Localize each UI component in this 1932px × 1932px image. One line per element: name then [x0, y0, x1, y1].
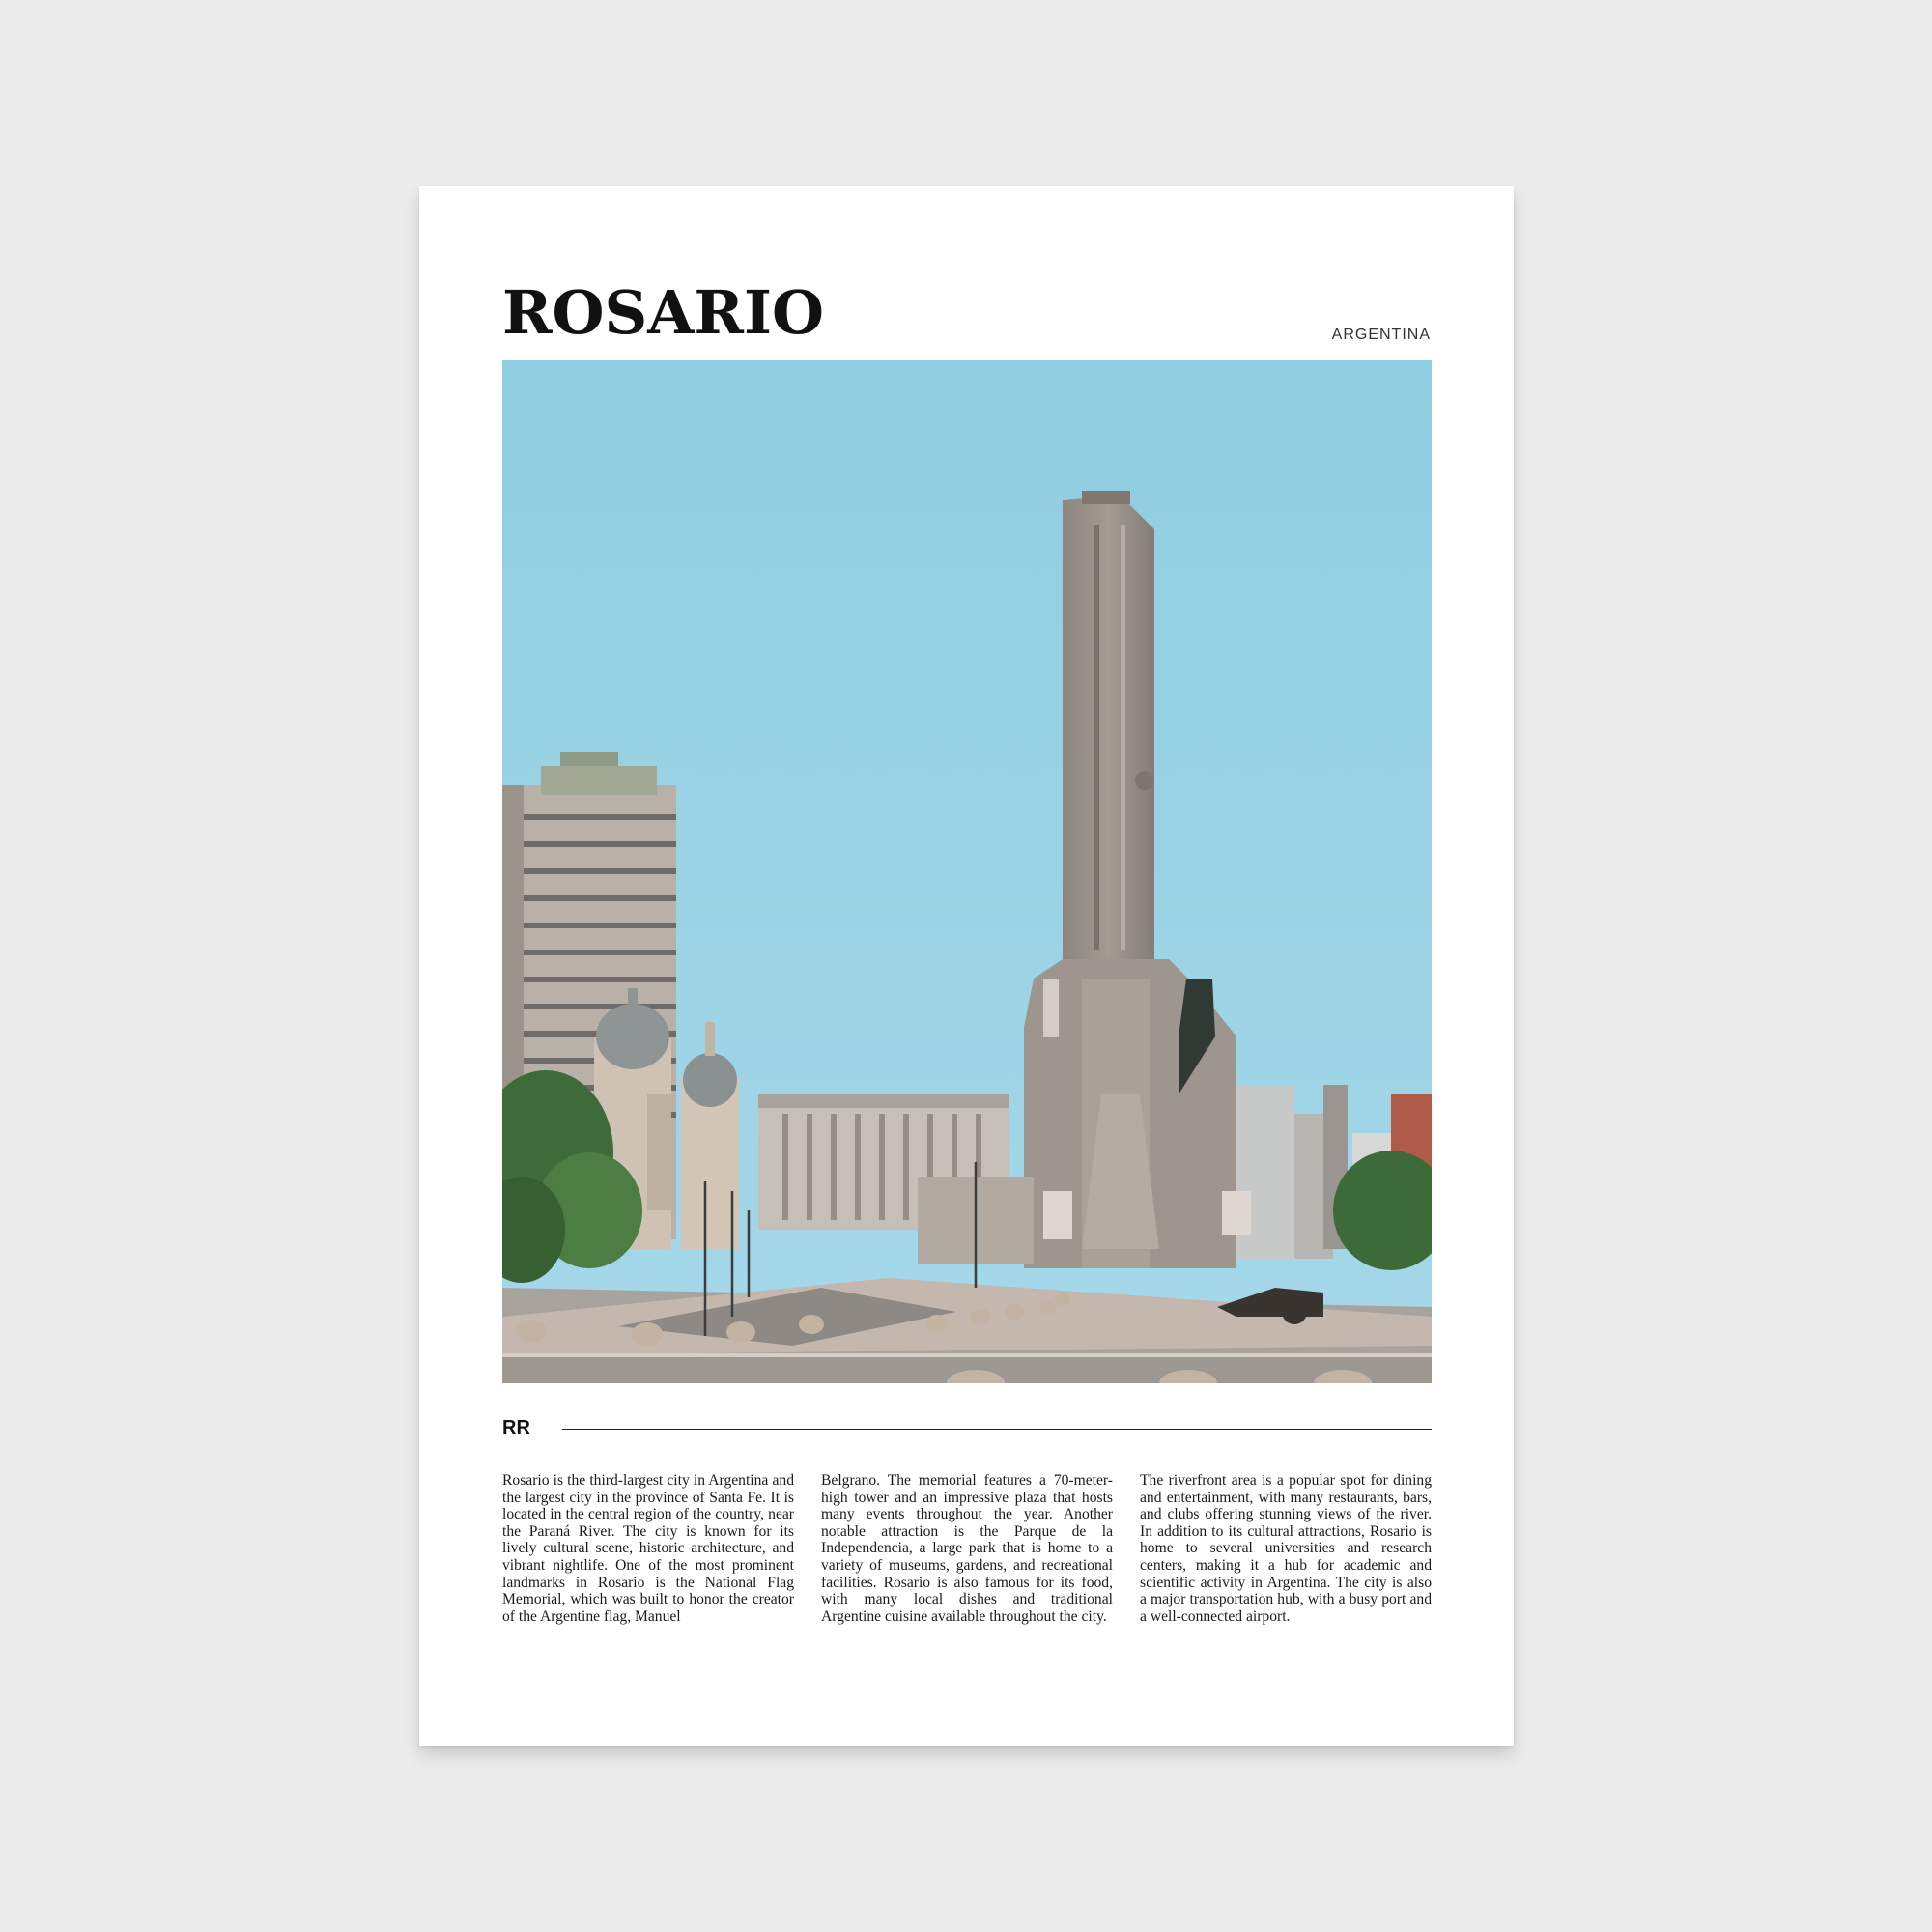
description-column-2: Belgrano. The memorial features a 70-meter-high tower and an impressive plaza that hosts many events throughout the year. Another notable attraction is the Parque de la Independencia, a large park that is home to a variety of museums, gardens, and recreational facilities. Rosario is also famous for its food, with many local dishes and traditional Argentine cuisine available throughout the city.: [821, 1472, 1113, 1625]
description-column-3: The riverfront area is a popular spot for dining and entertainment, with many restaurants, bars, and clubs offering stunning views of the river. In addition to its cultural attractions, Rosario is home to several universities and research centers, making it a hub for academic and scientific activity in Argentina. The city is also a major transportation hub, with a busy port and a well-connected airport.: [1140, 1472, 1432, 1625]
poster-monogram: RR: [502, 1417, 530, 1438]
divider-line: [562, 1429, 1432, 1430]
poster-photo: [502, 360, 1432, 1383]
description-column-1: Rosario is the third-largest city in Argentina and the largest city in the province of Santa Fe. It is located in the central region of the country, near the Paraná River. The city is known for its lively cultural scene, historic architecture, and vibrant nightlife. One of the most prominent landmarks in Rosario is the National Flag Memorial, which was built to honor the creator of the Argentine flag, Manuel: [502, 1472, 794, 1625]
poster-country: ARGENTINA: [1331, 327, 1431, 343]
travel-poster: [419, 186, 1514, 1746]
poster-title: ROSARIO: [502, 277, 824, 348]
